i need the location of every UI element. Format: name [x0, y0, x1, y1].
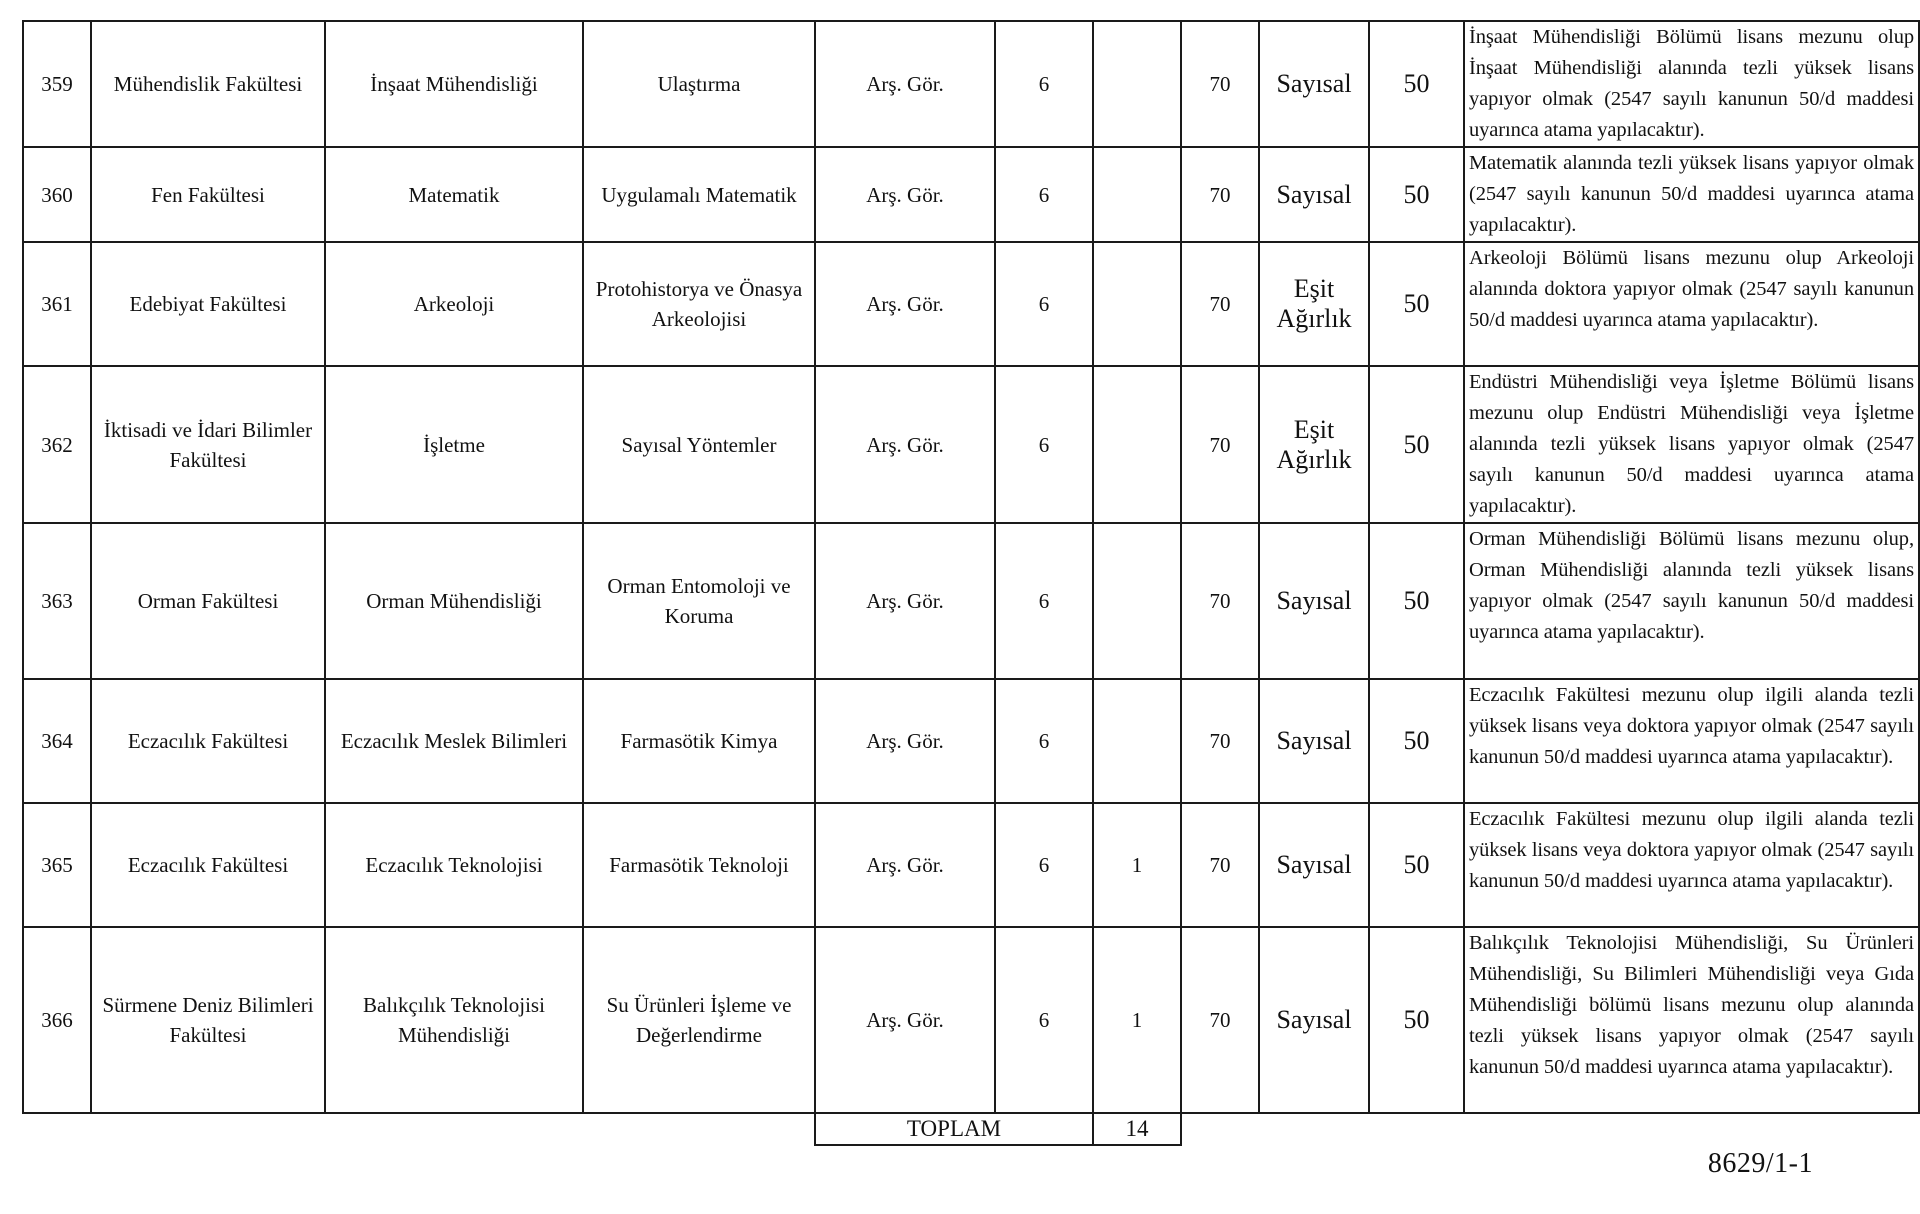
- requirement-cell: Endüstri Mühendisliği veya İşletme Bölümü lisans mezunu olup Endüstri Mühendisliği veya İşletme alanında tezli yüksek lisans yapıyor olmak (2547 sayılı kanunun 50/d maddesi uyarınca atama yapılacaktır).: [1464, 366, 1919, 523]
- table-row: [23, 147, 1919, 242]
- department-cell: Matematik: [325, 147, 583, 242]
- ales-score-cell: 70: [1181, 679, 1259, 803]
- department-cell: Orman Mühendisliği: [325, 523, 583, 679]
- faculty-cell: İktisadi ve İdari Bilimler Fakültesi: [91, 366, 325, 523]
- department-cell: İşletme: [325, 366, 583, 523]
- score-type-cell: Sayısal: [1259, 21, 1369, 147]
- row-number: 362: [23, 366, 91, 523]
- count-cell: 1: [1093, 927, 1181, 1113]
- count-cell: [1093, 21, 1181, 147]
- language-score-cell: 50: [1369, 927, 1464, 1113]
- table-row: [23, 523, 1919, 679]
- score-type-cell: Eşit Ağırlık: [1259, 366, 1369, 523]
- position-table-sheet: [22, 20, 1918, 1148]
- department-cell: İnşaat Mühendisliği: [325, 21, 583, 147]
- program-cell: Protohistorya ve Önasya Arkeolojisi: [583, 242, 815, 366]
- positions-table: [22, 20, 1920, 1114]
- score-type-cell: Sayısal: [1259, 803, 1369, 927]
- degree-cell: 6: [995, 523, 1093, 679]
- department-cell: Eczacılık Meslek Bilimleri: [325, 679, 583, 803]
- program-cell: Uygulamalı Matematik: [583, 147, 815, 242]
- score-type-cell: Eşit Ağırlık: [1259, 242, 1369, 366]
- title-cell: Arş. Gör.: [815, 147, 995, 242]
- degree-cell: 6: [995, 366, 1093, 523]
- total-row: [22, 1114, 1918, 1148]
- program-cell: Su Ürünleri İşleme ve Değerlendirme: [583, 927, 815, 1113]
- language-score-cell: 50: [1369, 21, 1464, 147]
- score-type-cell: Sayısal: [1259, 679, 1369, 803]
- count-cell: [1093, 242, 1181, 366]
- program-cell: Farmasötik Kimya: [583, 679, 815, 803]
- requirement-cell: Eczacılık Fakültesi mezunu olup ilgili alanda tezli yüksek lisans veya doktora yapıyor olmak (2547 sayılı kanunun 50/d maddesi uyarınca atama yapılacaktır).: [1464, 679, 1919, 803]
- requirement-cell: Orman Mühendisliği Bölümü lisans mezunu olup, Orman Mühendisliği alanında tezli yüksek lisans yapıyor olmak (2547 sayılı kanunun 50/d maddesi uyarınca atama yapılacaktır).: [1464, 523, 1919, 679]
- count-cell: [1093, 679, 1181, 803]
- ales-score-cell: 70: [1181, 366, 1259, 523]
- table-row: [23, 242, 1919, 366]
- count-cell: [1093, 523, 1181, 679]
- department-cell: Balıkçılık Teknolojisi Mühendisliği: [325, 927, 583, 1113]
- row-number: 360: [23, 147, 91, 242]
- ales-score-cell: 70: [1181, 242, 1259, 366]
- program-cell: Farmasötik Teknoloji: [583, 803, 815, 927]
- row-number: 359: [23, 21, 91, 147]
- title-cell: Arş. Gör.: [815, 21, 995, 147]
- count-cell: [1093, 366, 1181, 523]
- count-cell: 1: [1093, 803, 1181, 927]
- count-cell: [1093, 147, 1181, 242]
- language-score-cell: 50: [1369, 803, 1464, 927]
- document-reference: 8629/1-1: [1707, 1148, 1813, 1179]
- score-type-cell: Sayısal: [1259, 927, 1369, 1113]
- title-cell: Arş. Gör.: [815, 679, 995, 803]
- ales-score-cell: 70: [1181, 523, 1259, 679]
- table-row: [23, 679, 1919, 803]
- degree-cell: 6: [995, 147, 1093, 242]
- row-number: 366: [23, 927, 91, 1113]
- row-number: 365: [23, 803, 91, 927]
- faculty-cell: Mühendislik Fakültesi: [91, 21, 325, 147]
- degree-cell: 6: [995, 242, 1093, 366]
- language-score-cell: 50: [1369, 366, 1464, 523]
- requirement-cell: Eczacılık Fakültesi mezunu olup ilgili alanda tezli yüksek lisans veya doktora yapıyor olmak (2547 sayılı kanunun 50/d maddesi uyarınca atama yapılacaktır).: [1464, 803, 1919, 927]
- title-cell: Arş. Gör.: [815, 242, 995, 366]
- program-cell: Ulaştırma: [583, 21, 815, 147]
- ales-score-cell: 70: [1181, 147, 1259, 242]
- score-type-cell: Sayısal: [1259, 523, 1369, 679]
- requirement-cell: İnşaat Mühendisliği Bölümü lisans mezunu olup İnşaat Mühendisliği alanında tezli yüksek lisans yapıyor olmak (2547 sayılı kanunun 50/d maddesi uyarınca atama yapılacaktır).: [1464, 21, 1919, 147]
- row-number: 363: [23, 523, 91, 679]
- table-row: [23, 366, 1919, 523]
- ales-score-cell: 70: [1181, 21, 1259, 147]
- program-cell: Orman Entomoloji ve Koruma: [583, 523, 815, 679]
- row-number: 364: [23, 679, 91, 803]
- total-label: TOPLAM: [815, 1114, 1093, 1145]
- faculty-cell: Orman Fakültesi: [91, 523, 325, 679]
- table-row: [23, 927, 1919, 1113]
- degree-cell: 6: [995, 21, 1093, 147]
- requirement-cell: Balıkçılık Teknolojisi Mühendisliği, Su Ürünleri Mühendisliği, Su Bilimleri Mühendisliği veya Gıda Mühendisliği bölümü lisans mezunu olup alanında tezli yüksek lisans yapıyor olmak (2547 sayılı kanunun 50/d maddesi uyarınca atama yapılacaktır).: [1464, 927, 1919, 1113]
- program-cell: Sayısal Yöntemler: [583, 366, 815, 523]
- language-score-cell: 50: [1369, 679, 1464, 803]
- language-score-cell: 50: [1369, 147, 1464, 242]
- language-score-cell: 50: [1369, 242, 1464, 366]
- title-cell: Arş. Gör.: [815, 366, 995, 523]
- ales-score-cell: 70: [1181, 803, 1259, 927]
- degree-cell: 6: [995, 679, 1093, 803]
- faculty-cell: Eczacılık Fakültesi: [91, 679, 325, 803]
- faculty-cell: Fen Fakültesi: [91, 147, 325, 242]
- score-type-cell: Sayısal: [1259, 147, 1369, 242]
- faculty-cell: Edebiyat Fakültesi: [91, 242, 325, 366]
- faculty-cell: Eczacılık Fakültesi: [91, 803, 325, 927]
- degree-cell: 6: [995, 927, 1093, 1113]
- degree-cell: 6: [995, 803, 1093, 927]
- requirement-cell: Matematik alanında tezli yüksek lisans yapıyor olmak (2547 sayılı kanunun 50/d maddesi uyarınca atama yapılacaktır).: [1464, 147, 1919, 242]
- row-number: 361: [23, 242, 91, 366]
- title-cell: Arş. Gör.: [815, 523, 995, 679]
- department-cell: Arkeoloji: [325, 242, 583, 366]
- total-value: 14: [1093, 1114, 1181, 1145]
- total-table: [814, 1114, 1182, 1146]
- ales-score-cell: 70: [1181, 927, 1259, 1113]
- table-row: [23, 21, 1919, 147]
- faculty-cell: Sürmene Deniz Bilimleri Fakültesi: [91, 927, 325, 1113]
- title-cell: Arş. Gör.: [815, 803, 995, 927]
- department-cell: Eczacılık Teknolojisi: [325, 803, 583, 927]
- language-score-cell: 50: [1369, 523, 1464, 679]
- table-row: [23, 803, 1919, 927]
- title-cell: Arş. Gör.: [815, 927, 995, 1113]
- requirement-cell: Arkeoloji Bölümü lisans mezunu olup Arkeoloji alanında doktora yapıyor olmak (2547 sayılı kanunun 50/d maddesi uyarınca atama yapılacaktır).: [1464, 242, 1919, 366]
